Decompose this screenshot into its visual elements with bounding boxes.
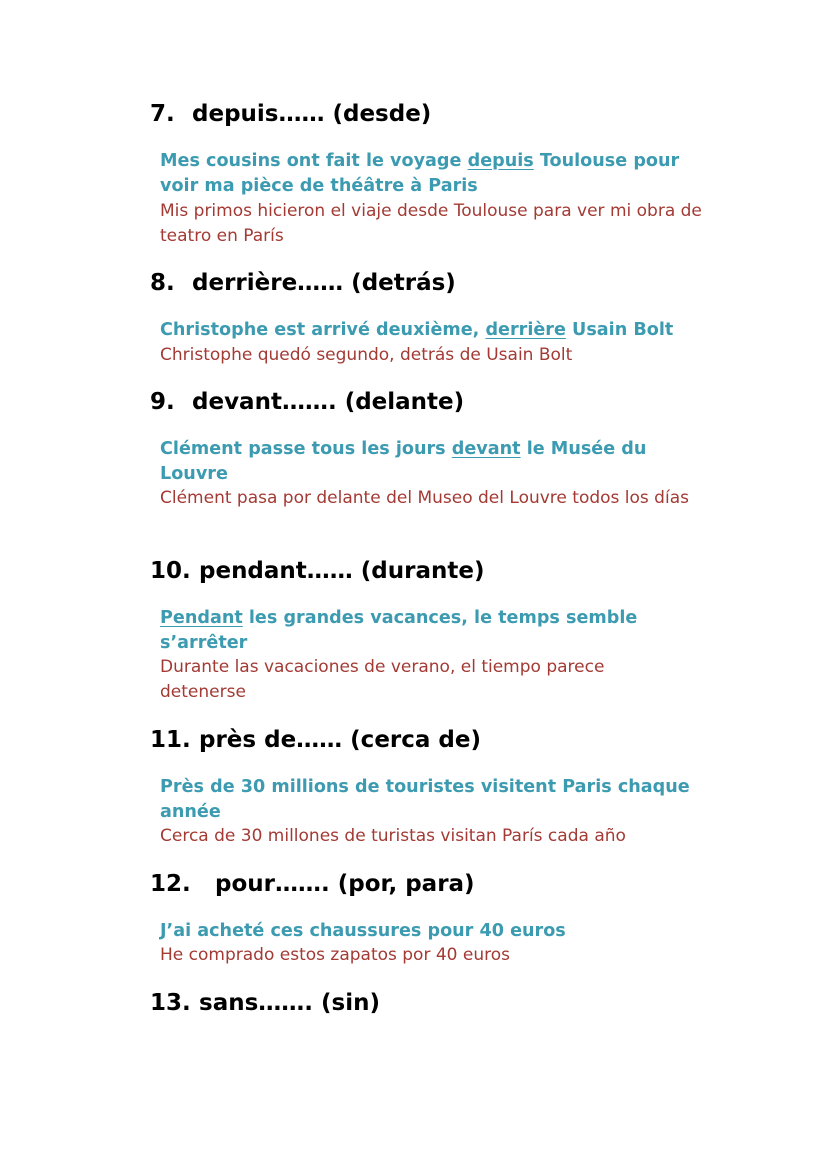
entry-number: 9. [150, 389, 175, 415]
french-text: Toulouse pour voir ma pièce de théâtre à Paris [160, 151, 680, 196]
spanish-translation: Clément pasa por delante del Museo del Louvre todos los días [160, 488, 689, 508]
french-example: J’ai acheté ces chaussures pour 40 euros [160, 921, 566, 941]
entry-heading [150, 557, 485, 585]
french-example: Près de 30 millions de touristes visitent Paris chaque année [160, 777, 690, 822]
entry-heading [150, 870, 475, 898]
entry-heading [150, 388, 464, 416]
entry-number: 8. [150, 270, 175, 296]
entry-word: devant……. (delante) [192, 389, 465, 415]
entry-heading [150, 100, 431, 128]
entry-number: 11. [150, 727, 191, 753]
french-text: le Musée du Louvre [160, 439, 647, 484]
french-text: les grandes vacances, le temps semble s’arrêter [160, 608, 638, 653]
french-example [160, 318, 740, 343]
french-text: Mes cousins ont fait le voyage [160, 151, 468, 171]
entry-heading [150, 269, 456, 297]
entry-heading [150, 726, 481, 754]
spanish-translation: Christophe quedó segundo, detrás de Usain Bolt [160, 345, 573, 365]
entry-word: pour……. (por, para) [215, 871, 475, 897]
entry-word: depuis…… (desde) [192, 101, 432, 127]
entry-word: sans……. (sin) [199, 990, 380, 1016]
keyword-underlined: devant [451, 439, 521, 459]
spanish-translation: Durante las vacaciones de verano, el tiempo parece detenerse [160, 657, 605, 702]
french-text: Christophe est arrivé deuxième, [160, 320, 486, 340]
entry-heading [150, 989, 380, 1017]
entry-word: pendant…… (durante) [199, 558, 485, 584]
entry-word: près de…… (cerca de) [199, 727, 481, 753]
keyword-underlined: Pendant [160, 608, 243, 628]
french-text: Clément passe tous les jours [160, 439, 452, 459]
entry-number: 10. [150, 558, 191, 584]
entry-number: 12. [150, 871, 191, 897]
spanish-translation: He comprado estos zapatos por 40 euros [160, 945, 510, 965]
entry-number: 13. [150, 990, 191, 1016]
entry-word: derrière…… (detrás) [192, 270, 456, 296]
spanish-translation: Mis primos hicieron el viaje desde Toulouse para ver mi obra de teatro en París [160, 201, 702, 246]
keyword-underlined: depuis [467, 151, 534, 171]
entry-number: 7. [150, 101, 175, 127]
keyword-underlined: derrière [485, 320, 566, 340]
french-text: Usain Bolt [565, 320, 674, 340]
spanish-translation: Cerca de 30 millones de turistas visitan París cada año [160, 826, 626, 846]
french-example [160, 437, 720, 486]
french-example [160, 606, 720, 655]
french-example [160, 149, 720, 198]
